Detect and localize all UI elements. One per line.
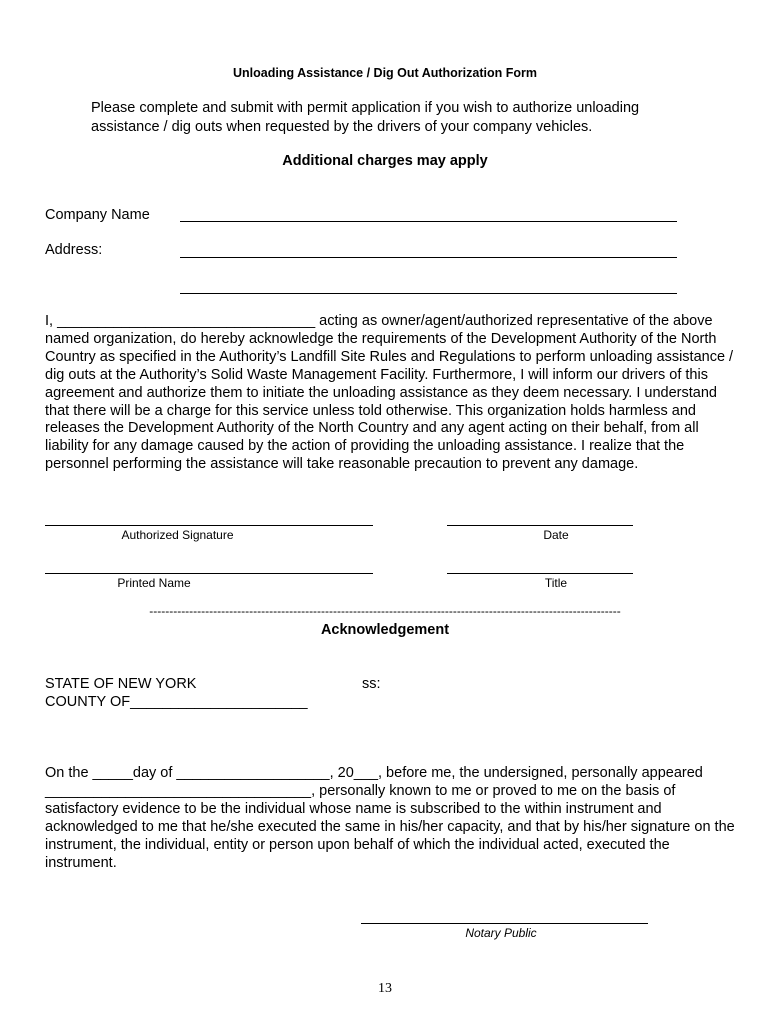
printed-name-caption: Printed Name: [117, 576, 191, 590]
notary-signature-field[interactable]: [361, 923, 648, 924]
address-field-line-2[interactable]: [180, 293, 677, 294]
address-field-line-1[interactable]: [180, 257, 677, 258]
title-field[interactable]: [447, 573, 633, 574]
state-label: STATE OF NEW YORK: [45, 676, 197, 692]
authorization-paragraph: I, ________________________________ acting as owner/agent/authorized representative of the above named organization, do hereby acknowledge the requirements of the Development Authority of the North Country as specified in the Authority’s Landfill Site Rules and Regulations to perform unloading assistance / dig outs at the Authority’s Solid Waste Management Facility. Furthermore, I will inform our drivers of this agreement and authorize them to initiate the unloading assistance as they deem necessary. I understand that there will be a charge for this service unless told otherwise. This organization holds harmless and releases the Development Authority of the North Country and any agent acting on their behalf, from all liability for any damage caused by the action of providing the unloading assistance. I realize that the personnel performing the assistance will take reasonable precaution to prevent any damage.: [45, 313, 734, 473]
form-title: Unloading Assistance / Dig Out Authorization Form: [233, 66, 537, 80]
printed-name-field[interactable]: [45, 573, 373, 574]
acknowledgement-paragraph: On the _____day of ___________________, 20___, before me, the undersigned, personally appeared _________________________________, personally known to me or proved to me on the basis of satisfactory evidence to be the individual whose name is subscribed to the within instrument and acknowledged to me that he/she executed the same in his/her capacity, and that by his/her signature on the instrument, the individual, entity or person upon behalf of which the individual acted, executed the instrument.: [45, 765, 735, 871]
signature-field[interactable]: [45, 525, 373, 526]
title-caption: Title: [544, 576, 568, 590]
signature-caption: Authorized Signature: [121, 528, 234, 542]
address-label: Address:: [45, 242, 103, 258]
acknowledgement-heading: Acknowledgement: [320, 622, 450, 638]
company-name-field[interactable]: [180, 221, 677, 222]
notary-caption: Notary Public: [465, 926, 537, 940]
county-label: COUNTY OF______________________: [45, 694, 308, 710]
date-field[interactable]: [447, 525, 633, 526]
ss-label: ss:: [362, 676, 381, 692]
charges-notice: Additional charges may apply: [282, 153, 488, 169]
intro-text: Please complete and submit with permit application if you wish to authorize unloading assistance / dig outs when requested by the drivers of your company vehicles.: [91, 100, 640, 135]
company-name-label: Company Name: [45, 207, 150, 223]
page-number: 13: [378, 981, 392, 996]
separator-line: ----------------------------------------------------------------------------------------------------------------------: [149, 604, 621, 618]
date-caption: Date: [543, 528, 569, 542]
